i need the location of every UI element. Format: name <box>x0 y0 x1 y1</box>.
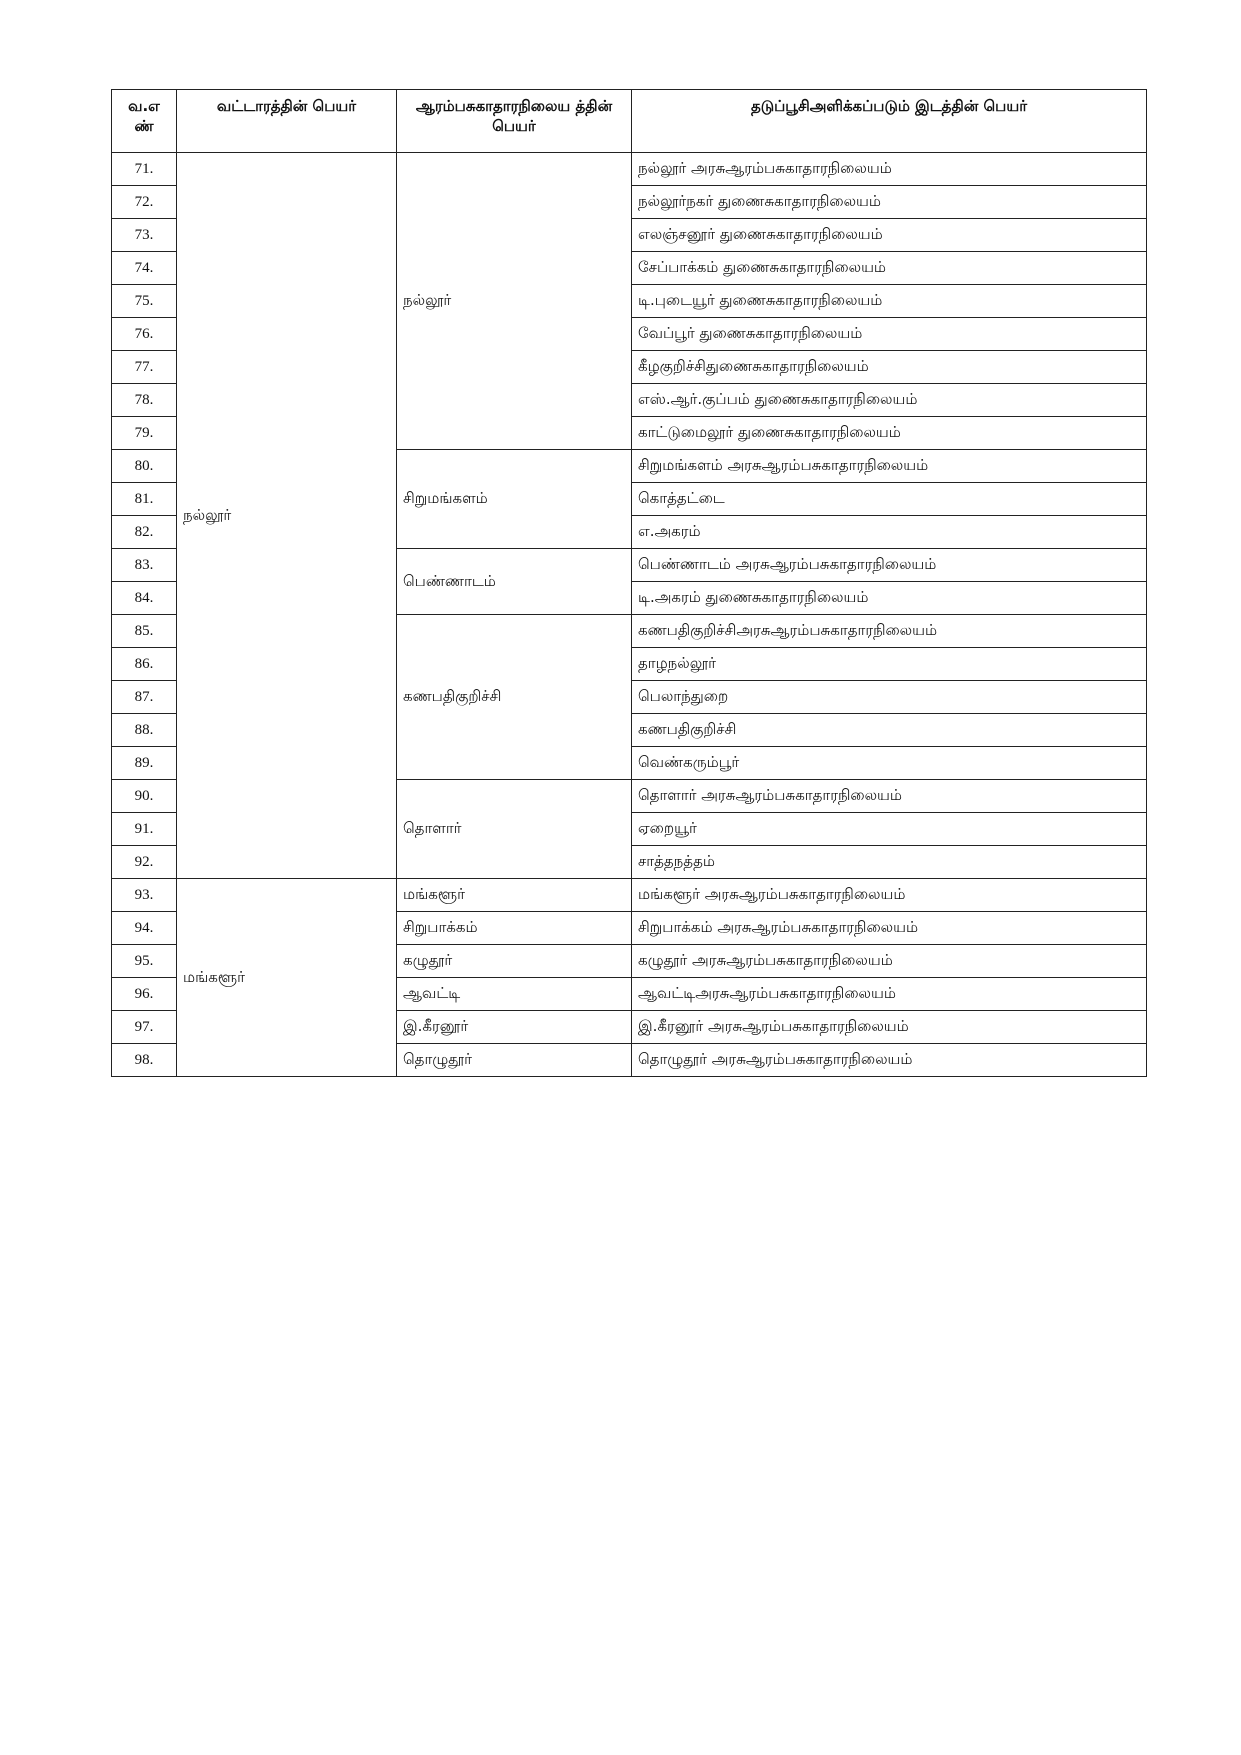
serial-number-cell: 83. <box>112 549 177 582</box>
serial-number-cell: 77. <box>112 351 177 384</box>
serial-number-cell: 73. <box>112 219 177 252</box>
vaccination-site-cell: டி.அகரம் துணைசுகாதாரநிலையம் <box>632 582 1147 615</box>
serial-number-cell: 80. <box>112 450 177 483</box>
vaccination-site-cell: நல்லூர் அரசுஆரம்பசுகாதாரநிலையம் <box>632 153 1147 186</box>
phc-name-cell: மங்களூர் <box>397 879 632 912</box>
vaccination-site-cell: தொளார் அரசுஆரம்பசுகாதாரநிலையம் <box>632 780 1147 813</box>
serial-number-cell: 85. <box>112 615 177 648</box>
vaccination-site-cell: தொழுதூர் அரசுஆரம்பசுகாதாரநிலையம் <box>632 1044 1147 1077</box>
header-block-name: வட்டாரத்தின் பெயர் <box>177 90 397 153</box>
phc-name-cell: கணபதிகுறிச்சி <box>397 615 632 780</box>
vaccination-site-cell: கணபதிகுறிச்சிஅரசுஆரம்பசுகாதாரநிலையம் <box>632 615 1147 648</box>
vaccination-site-cell: தாழநல்லூர் <box>632 648 1147 681</box>
vaccination-site-cell: சேப்பாக்கம் துணைசுகாதாரநிலையம் <box>632 252 1147 285</box>
phc-name-cell: இ.கீரனூர் <box>397 1011 632 1044</box>
serial-number-cell: 72. <box>112 186 177 219</box>
vaccination-site-cell: கீழகுறிச்சிதுணைசுகாதாரநிலையம் <box>632 351 1147 384</box>
serial-number-cell: 79. <box>112 417 177 450</box>
vaccination-site-cell: எஸ்.ஆர்.குப்பம் துணைசுகாதாரநிலையம் <box>632 384 1147 417</box>
vaccination-site-cell: இ.கீரனூர் அரசுஆரம்பசுகாதாரநிலையம் <box>632 1011 1147 1044</box>
vaccination-site-cell: வேப்பூர் துணைசுகாதாரநிலையம் <box>632 318 1147 351</box>
serial-number-cell: 96. <box>112 978 177 1011</box>
serial-number-cell: 91. <box>112 813 177 846</box>
serial-number-cell: 81. <box>112 483 177 516</box>
serial-number-cell: 89. <box>112 747 177 780</box>
vaccination-site-cell: டி.புடையூர் துணைசுகாதாரநிலையம் <box>632 285 1147 318</box>
serial-number-cell: 94. <box>112 912 177 945</box>
serial-number-cell: 82. <box>112 516 177 549</box>
phc-name-cell: சிறுமங்களம் <box>397 450 632 549</box>
vaccination-site-cell: ஏறையூர் <box>632 813 1147 846</box>
serial-number-cell: 98. <box>112 1044 177 1077</box>
vaccination-site-cell: வெண்கரும்பூர் <box>632 747 1147 780</box>
header-vaccination-site: தடுப்பூசிஅளிக்கப்படும் இடத்தின் பெயர் <box>632 90 1147 153</box>
phc-name-cell: தொளார் <box>397 780 632 879</box>
phc-name-cell: சிறுபாக்கம் <box>397 912 632 945</box>
phc-name-cell: தொழுதூர் <box>397 1044 632 1077</box>
header-phc-name: ஆரம்பசுகாதாரநிலைய த்தின் பெயர் <box>397 90 632 153</box>
vaccination-site-cell: காட்டுமைலூர் துணைசுகாதாரநிலையம் <box>632 417 1147 450</box>
serial-number-cell: 92. <box>112 846 177 879</box>
vaccination-site-cell: நல்லூர்நகர் துணைசுகாதாரநிலையம் <box>632 186 1147 219</box>
serial-number-cell: 71. <box>112 153 177 186</box>
header-row <box>112 90 1147 153</box>
serial-number-cell: 95. <box>112 945 177 978</box>
vaccination-site-cell: எ.அகரம் <box>632 516 1147 549</box>
vaccination-site-cell: மங்களூர் அரசுஆரம்பசுகாதாரநிலையம் <box>632 879 1147 912</box>
vaccination-site-cell: கழுதூர் அரசுஆரம்பசுகாதாரநிலையம் <box>632 945 1147 978</box>
block-name-cell: மங்களூர் <box>177 879 397 1077</box>
phc-name-cell: கழுதூர் <box>397 945 632 978</box>
serial-number-cell: 86. <box>112 648 177 681</box>
serial-number-cell: 74. <box>112 252 177 285</box>
serial-number-cell: 75. <box>112 285 177 318</box>
table-row <box>112 879 1147 912</box>
vaccination-site-cell: பெலாந்துறை <box>632 681 1147 714</box>
vaccination-site-cell: பெண்ணாடம் அரசுஆரம்பசுகாதாரநிலையம் <box>632 549 1147 582</box>
vaccination-site-cell: சிறுபாக்கம் அரசுஆரம்பசுகாதாரநிலையம் <box>632 912 1147 945</box>
header-serial-number: வ.எ ண் <box>112 90 177 153</box>
vaccination-site-table <box>111 89 1147 1077</box>
vaccination-site-cell: சிறுமங்களம் அரசுஆரம்பசுகாதாரநிலையம் <box>632 450 1147 483</box>
serial-number-cell: 87. <box>112 681 177 714</box>
vaccination-site-cell: கணபதிகுறிச்சி <box>632 714 1147 747</box>
phc-name-cell: நல்லூர் <box>397 153 632 450</box>
serial-number-cell: 97. <box>112 1011 177 1044</box>
vaccination-site-cell: கொத்தட்டை <box>632 483 1147 516</box>
table-header <box>112 90 1147 153</box>
block-name-cell: நல்லூர் <box>177 153 397 879</box>
table-row <box>112 153 1147 186</box>
phc-name-cell: பெண்ணாடம் <box>397 549 632 615</box>
serial-number-cell: 76. <box>112 318 177 351</box>
serial-number-cell: 90. <box>112 780 177 813</box>
table-body <box>112 153 1147 1077</box>
serial-number-cell: 84. <box>112 582 177 615</box>
serial-number-cell: 93. <box>112 879 177 912</box>
vaccination-site-cell: எலஞ்சனூர் துணைசுகாதாரநிலையம் <box>632 219 1147 252</box>
vaccination-site-cell: ஆவட்டிஅரசுஆரம்பசுகாதாரநிலையம் <box>632 978 1147 1011</box>
serial-number-cell: 88. <box>112 714 177 747</box>
phc-name-cell: ஆவட்டி <box>397 978 632 1011</box>
serial-number-cell: 78. <box>112 384 177 417</box>
vaccination-site-cell: சாத்தநத்தம் <box>632 846 1147 879</box>
